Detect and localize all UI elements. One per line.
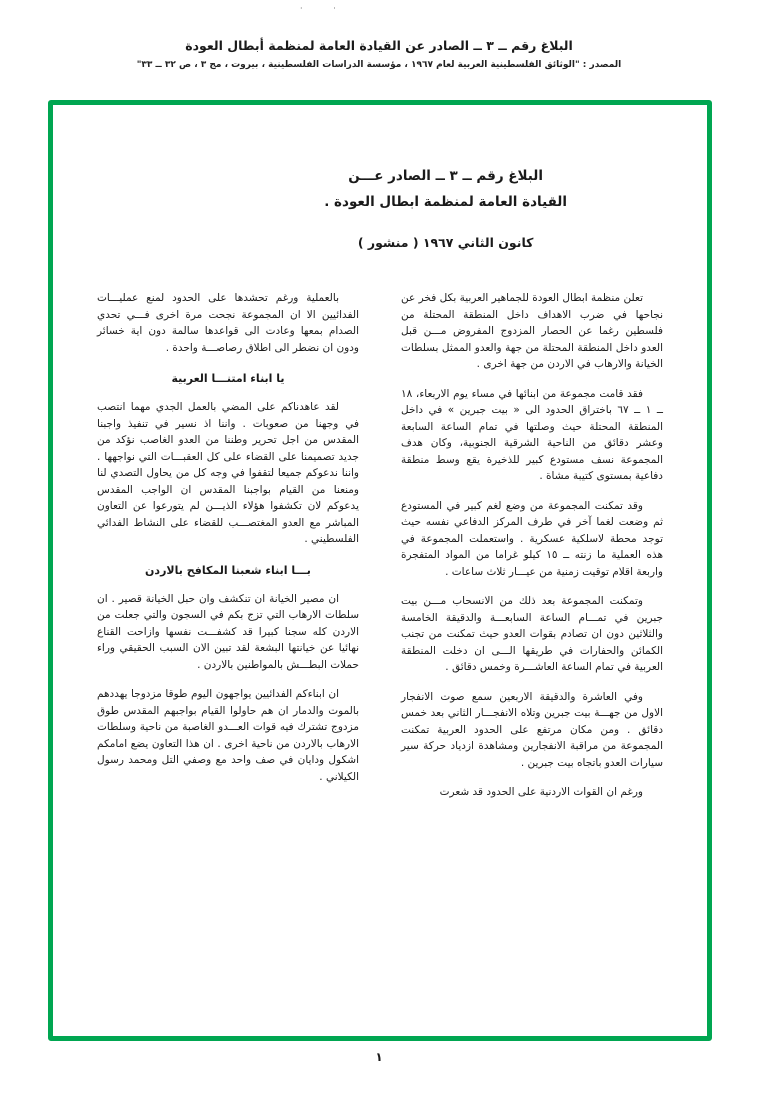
paragraph: بالعملية ورغم تحشدها على الحدود لمنع عمليـــات الفدائيين الا ان المجموعة نجحت مرة اخرى فـــي تحدي الصدام بمعها وعادت الى قواعدها سالمة دون اية خسائر ودون ان نضطر الى اطلاق رصاصـــة واحدة . — [97, 292, 359, 354]
section-heading: يا ابناء امتنـــا العربية — [171, 372, 285, 385]
two-column-text — [97, 290, 663, 814]
document-source-citation: المصدر : "الوثائق الفلسطينية العربية لعام ١٩٦٧ ، مؤسسة الدراسات الفلسطينية ، بيروت ، مج ٣ ، ص ٣٢ ــ ٣٣" — [136, 60, 622, 70]
paragraph: ان ابناءكم الفدائيين يواجهون اليوم طوقا مزدوجا يهددهم بالموت والدمار ان هم حاولوا القيام بواجبهم المقدس طوق مزدوج تشترك فيه قوات العـــدو الغاصبة من ناحية وسلطات الارهاب بالاردن من ناحية اخرى . ان هذا التعاون يضع امامكم اشكول ودايان في صف واحد مع وصفي التل ومحمد رسول الكيلاني . — [97, 688, 359, 783]
paragraph: وفي العاشرة والدقيقة الاربعين سمع صوت الانفجار الاول من جهـــة بيت جبرين وتلاه الانفجـــار الثاني بعد خمس دقائق . ومن مكان مرتفع على الحدود العربية تمكنت المجموعة من مراقبة الانفجارين ومشاهدة ازدياد حركة سير سيارات العدو باتجاه بيت جبرين . — [401, 690, 663, 769]
left-column — [97, 290, 359, 814]
paragraph: فقد قامت مجموعة من ابنائها في مساء يوم الاربعاء، ١٨ ــ ١ ــ ٦٧ باختراق الحدود الى « بيت جبرين » في داخل المنطقة المحتلة حيث وصلتها في تمام الساعة السابعة وعشر دقائق من الناحية الشرقية الجنوبية، وكان هدف المجموعة نسف مستودع كبير للذخيرة يقع وسط منطقة دفاعية بمستوى كتيبة مشاة . — [401, 387, 664, 482]
document-border-frame — [48, 100, 712, 1041]
right-column — [401, 290, 663, 814]
paragraph: لقد عاهدناكم على المضي بالعمل الجدي مهما انتصب في وجهنا من صعوبات . واننا اذ نسير في تنفيذ واجبنا المقدس من اجل تحرير وطننا من العدو الغاصب نؤكد من جديد تصميمنا على القضاء على كل العقبـــات التي نواجهها . واننا ندعوكم جميعا لتقفوا في وجه كل من يحاول التصدي لنا ومنعنا من القيام بواجبنا المقدس ان الواجب المقدس يدعوكم لان تكشفوا هؤلاء الذيـــن لم يتورعوا عن التعاون المباشر مع العدو المغتصـــب للقضاء على النشاط الفدائي الفلسطيني . — [97, 401, 359, 545]
paragraph: تعلن منظمة ابطال العودة للجماهير العربية بكل فخر عن نجاحها في ضرب الاهداف داخل المنطقة المحتلة من فلسطين رغما عن الحصار المزدوج المفروض مـــن قبل العدو داخل المنطقة المحتلة من جهة والعدو الممثل بسلطات الخيانة والارهاب في الاردن من جهة اخرى . — [401, 292, 663, 370]
scan-artifact-dots: · · — [300, 4, 350, 13]
paragraph: ان مصير الخيانة ان تنكشف وان حبل الخيانة قصير . ان سلطات الارهاب التي تزج بكم في السجون والتي جعلت من الاردن كله سجنا كبيرا قد كشفـــت نفسها وازاحت القناع نهائيا عن خيانتها البشعة لقد تبين الان السبب الحقيقي وراء حملات البطـــش بالمواطنين بالاردن . — [97, 592, 359, 671]
page-number: ١ — [375, 1050, 383, 1064]
page-header — [0, 38, 758, 70]
document-title-line-1: البلاغ رقم ــ ٣ ــ الصادر عـــن — [348, 168, 543, 184]
paragraph: وقد تمكنت المجموعة من وضع لغم كبير في المستودع ثم وضعت لغما آخر في طرف المركز الدفاعي نفسه حيث توجد محطة لاسلكية عسكرية . واستعملت المجموعة في هذه العملية ما زنته ــ ١٥ كيلو غراما من المواد المتفجرة واربعة اقلام توقيت زمنية من عيـــار ثلاث ساعات . — [401, 499, 663, 578]
document-body — [53, 163, 707, 1094]
paragraph: ورغم ان القوات الاردنية على الحدود قد شعرت — [439, 786, 643, 798]
section-heading: بـــا ابناء شعبنا المكافح بالاردن — [145, 563, 311, 577]
document-title-line-2: القيادة العامة لمنظمة ابطال العودة . — [324, 194, 567, 210]
document-title-block — [324, 163, 567, 250]
paragraph: وتمكنت المجموعة بعد ذلك من الانسحاب مـــن بيت جبرين في تمـــام الساعة السابعـــة والدقيقة الخامسة والثلاثين دون ان تصادم بقوات العدو حيث تمكنت من تجنب الكمائن والحفارات في طريقها الـــى ان دخلت المنطقة العربية في تمام الساعة العاشـــرة وخمس دقائق . — [401, 595, 663, 673]
document-header-title: البلاغ رقم ــ ٣ ــ الصادر عن القيادة العامة لمنظمة أبطال العودة — [185, 38, 573, 53]
document-date-line: كانون الثاني ١٩٦٧ ( منشور ) — [357, 235, 534, 250]
